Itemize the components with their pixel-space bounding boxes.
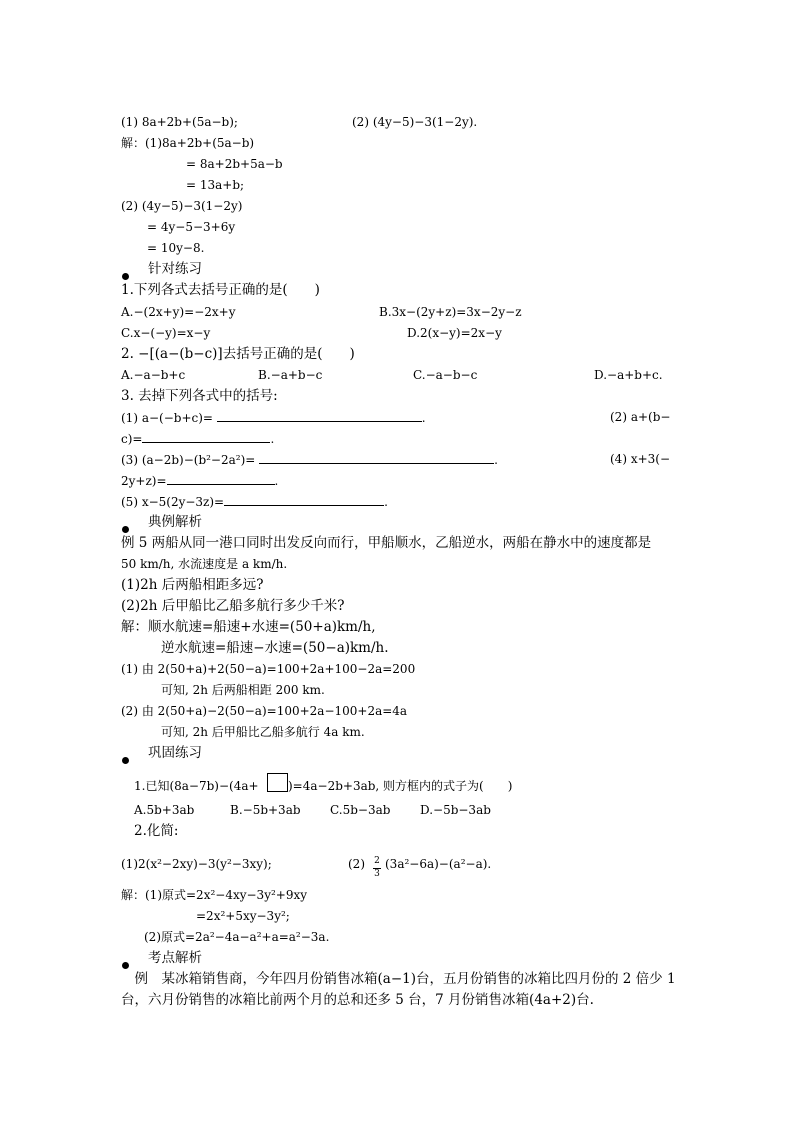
line-text-end: . [384,495,388,509]
text-line [148,261,202,277]
line-text: 针对练习 [148,261,202,277]
line-text: = 8a+2b+5a−b [186,157,283,171]
text-line [121,535,651,551]
line-text: D.2(x−y)=2x−y [407,326,502,340]
line-text: A.−(2x+y)=−2x+y [121,305,236,319]
text-line [148,745,202,761]
line-text: = 10y−8. [147,241,205,255]
text-line [258,367,322,383]
line-text: 1.已知(8a−7b)−(4a+ [134,779,259,793]
line-text: 巩固练习 [148,745,202,761]
text-line [186,156,283,172]
fraction-denominator: 3 [374,869,380,879]
line-text: (2) (4y−5)−3(1−2y) [121,199,243,213]
text-line [196,908,290,924]
line-text: 可知, 2h 后甲船比乙船多航行 4a km. [161,725,365,739]
line-text: (2)2h 后甲船比乙船多航行多少千米? [121,598,345,614]
fraction-numerator: 2 [374,856,380,866]
text-line [230,802,301,818]
text-line [385,856,491,872]
line-text: B.−5b+3ab [230,803,301,817]
text-line [121,577,263,593]
text-line [348,856,365,872]
text-line [594,367,663,383]
line-text: 3. 去掉下列各式中的括号: [121,388,278,404]
line-text: (1)2(x²−2xy)−3(y²−3xy); [121,857,272,871]
line-text: )=4a−2b+3ab, 则方框内的式子为( ) [288,779,513,793]
text-line [610,409,670,425]
line-text: 2y+z)= [121,474,167,488]
bullet-icon [122,962,129,969]
bullet-icon [122,526,129,533]
line-text: 例 5 两船从同一港口同时出发反向而行，甲船顺水，乙船逆水，两船在静水中的速度都是 [121,535,652,551]
line-text: A.−a−b+c [121,368,186,382]
text-line [161,682,325,698]
text-line [134,778,259,794]
text-line [147,219,235,235]
line-text: 典例解析 [148,514,202,530]
line-text: C.5b−3ab [330,803,391,817]
text-line [121,451,498,468]
line-text: D.−5b−3ab [420,803,491,817]
text-line [121,856,272,872]
text-line [121,661,415,677]
text-line [134,802,194,818]
line-text: (2)原式=2a²−4a−a²+a=a²−3a. [144,930,330,944]
text-line [186,177,244,193]
text-line [379,304,522,320]
line-text: 50 km/h, 水流速度是 a km/h. [121,557,288,571]
line-text-end: . [494,453,498,467]
text-line [121,346,355,362]
text-line [610,451,670,467]
line-text-end: . [270,432,275,446]
text-line [161,640,389,656]
answer-blank [224,493,384,506]
text-line [121,598,344,614]
line-text: A.5b+3ab [134,803,195,817]
text-line [121,135,254,151]
line-text: 可知, 2h 后两船相距 200 km. [161,683,325,697]
text-line [121,493,388,510]
text-line [407,325,502,341]
line-text: (1) 8a+2b+(5a−b); [121,115,238,129]
line-text: c)= [121,432,143,446]
text-line [148,514,202,530]
line-text: (1) a−(−b+c)= [121,411,217,425]
text-line [134,823,178,839]
line-text: 考点解析 [148,950,202,966]
text-line [121,556,287,572]
line-text: 例 某冰箱销售商，今年四月份销售冰箱(a−1)台，五月份销售的冰箱比四月份的 2 倍少 1 [121,971,676,987]
line-text-end: . [421,411,426,425]
line-text: 2. −[(a−(b−c)]去括号正确的是( ) [121,346,355,362]
text-line [121,114,238,130]
text-line [147,240,204,256]
line-text: (2) a+(b− [610,410,671,424]
text-line [121,388,278,404]
line-text: (3a²−6a)−(a²−a). [385,857,492,871]
text-line [121,367,185,383]
line-text: C.x−(−y)=x−y [121,326,211,340]
line-text-end: . [274,474,279,488]
line-text: (2) 由 2(50+a)−2(50−a)=100+2a−100+2a=4a [121,704,408,718]
text-line [121,992,594,1008]
text-line [288,778,512,794]
line-text: (1)2h 后两船相距多远? [121,577,264,593]
line-text: (4) x+3(− [610,452,671,466]
text-line [121,304,235,320]
text-line [121,971,676,987]
text-line [121,198,242,214]
text-line [330,802,390,818]
line-text: 台，六月份销售的冰箱比前两个月的总和还多 5 台，7 月份销售冰箱(4a+2)台. [121,992,594,1008]
line-text: 解：(1)8a+2b+(5a−b) [121,136,255,150]
bullet-icon [122,273,129,280]
text-line [121,409,426,426]
line-text: 1.下列各式去括号正确的是( ) [121,282,320,298]
text-line [121,430,274,447]
line-text: (3) (a−2b)−(b²−2a²)= [121,453,260,467]
line-text: =2x²+5xy−3y²; [196,909,290,923]
bullet-icon [122,757,129,764]
text-line [121,325,210,341]
line-text: D.−a+b+c. [594,368,663,382]
text-line [420,802,491,818]
line-text: 解：顺水航速=船速+水速=(50+a)km/h, [121,619,376,635]
line-text: (2) (4y−5)−3(1−2y). [352,115,478,129]
line-text: = 4y−5−3+6y [147,220,236,234]
answer-blank [167,472,275,485]
text-line [121,282,320,298]
text-line [413,367,477,383]
line-text: = 13a+b; [186,178,245,192]
text-line [121,703,407,719]
answer-box [267,773,288,792]
line-text: B.−a+b−c [258,368,323,382]
line-text: (1) 由 2(50+a)+2(50−a)=100+2a+100−2a=200 [121,662,416,676]
answer-blank [217,409,422,422]
line-text: 2.化简: [134,823,179,839]
text-line [148,950,202,966]
line-text: B.3x−(2y+z)=3x−2y−z [379,305,522,319]
line-text: (2) [348,857,365,871]
answer-blank [259,451,494,464]
answer-blank [142,430,270,443]
text-line [352,114,477,130]
text-line [144,929,329,945]
text-line [121,472,278,489]
line-text: 解：(1)原式=2x²−4xy−3y²+9xy [121,888,308,902]
line-text: 逆水航速=船速−水速=(50−a)km/h. [161,640,389,656]
text-line [161,724,365,740]
line-text: (5) x−5(2y−3z)= [121,495,225,509]
text-line [121,887,307,903]
line-text: C.−a−b−c [413,368,478,382]
text-line [121,619,376,635]
